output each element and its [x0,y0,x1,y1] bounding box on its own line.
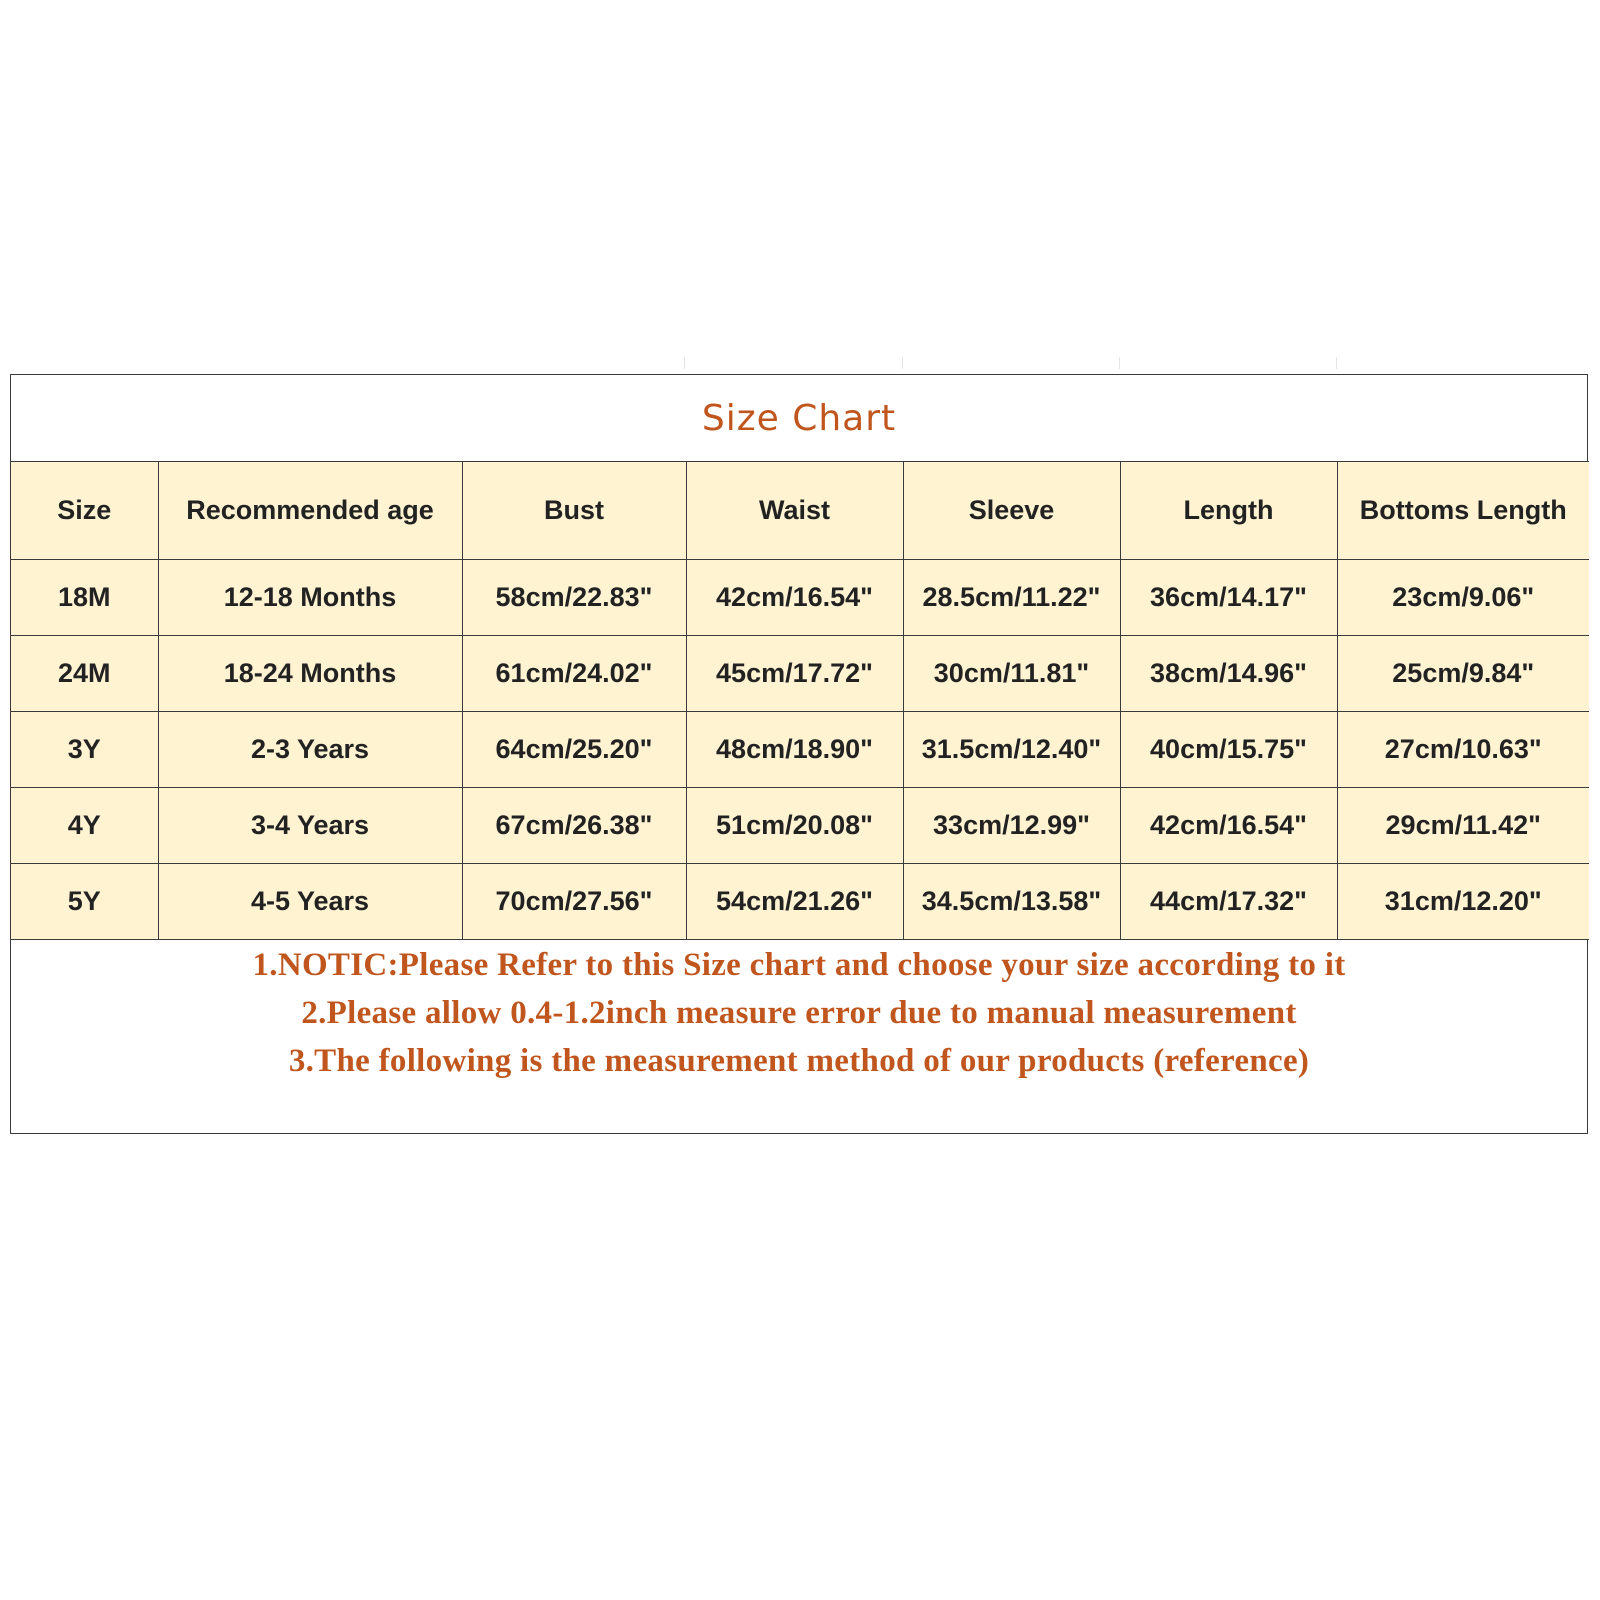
cell-sleeve: 34.5cm/13.58" [903,864,1120,940]
table-row [11,560,1589,636]
cell-size: 24M [11,636,158,712]
size-chart-card [10,374,1588,1134]
header-bust: Bust [462,462,686,560]
table-row [11,636,1589,712]
cell-size: 3Y [11,712,158,788]
cell-bust: 64cm/25.20" [462,712,686,788]
cell-length: 38cm/14.96" [1120,636,1337,712]
cell-length: 44cm/17.32" [1120,864,1337,940]
cell-length: 36cm/14.17" [1120,560,1337,636]
cell-length: 42cm/16.54" [1120,788,1337,864]
size-table [11,461,1589,940]
cell-waist: 48cm/18.90" [686,712,903,788]
table-row [11,864,1589,940]
note-line: 2.Please allow 0.4-1.2inch measure error due to manual measurement [301,995,1297,1031]
cell-age: 12-18 Months [158,560,462,636]
cell-sleeve: 30cm/11.81" [903,636,1120,712]
table-row [11,712,1589,788]
cell-sleeve: 33cm/12.99" [903,788,1120,864]
cell-sleeve: 28.5cm/11.22" [903,560,1120,636]
cell-age: 4-5 Years [158,864,462,940]
note-line: 3.The following is the measurement method of our products (reference) [288,1043,1310,1079]
cell-age: 2-3 Years [158,712,462,788]
cell-bust: 67cm/26.38" [462,788,686,864]
cell-size: 4Y [11,788,158,864]
cell-waist: 54cm/21.26" [686,864,903,940]
cell-size: 18M [11,560,158,636]
cell-bottoms-length: 23cm/9.06" [1337,560,1589,636]
cell-size: 5Y [11,864,158,940]
chart-title: Size Chart [701,397,897,439]
cell-age: 3-4 Years [158,788,462,864]
cell-bottoms-length: 25cm/9.84" [1337,636,1589,712]
cell-waist: 51cm/20.08" [686,788,903,864]
table-row [11,788,1589,864]
cell-length: 40cm/15.75" [1120,712,1337,788]
cell-bust: 61cm/24.02" [462,636,686,712]
cell-age: 18-24 Months [158,636,462,712]
cell-bottoms-length: 27cm/10.63" [1337,712,1589,788]
note-line: 1.NOTIC:Please Refer to this Size chart and choose your size according to it [252,947,1346,983]
header-recommended-age: Recommended age [158,462,462,560]
cell-bust: 70cm/27.56" [462,864,686,940]
header-size: Size [11,462,158,560]
cell-bust: 58cm/22.83" [462,560,686,636]
cell-waist: 45cm/17.72" [686,636,903,712]
notes-section [11,941,1587,1085]
header-sleeve: Sleeve [903,462,1120,560]
header-length: Length [1120,462,1337,560]
cell-waist: 42cm/16.54" [686,560,903,636]
header-waist: Waist [686,462,903,560]
header-bottoms-length: Bottoms Length [1337,462,1589,560]
cell-bottoms-length: 31cm/12.20" [1337,864,1589,940]
header-row [11,462,1589,560]
cell-bottoms-length: 29cm/11.42" [1337,788,1589,864]
cell-sleeve: 31.5cm/12.40" [903,712,1120,788]
